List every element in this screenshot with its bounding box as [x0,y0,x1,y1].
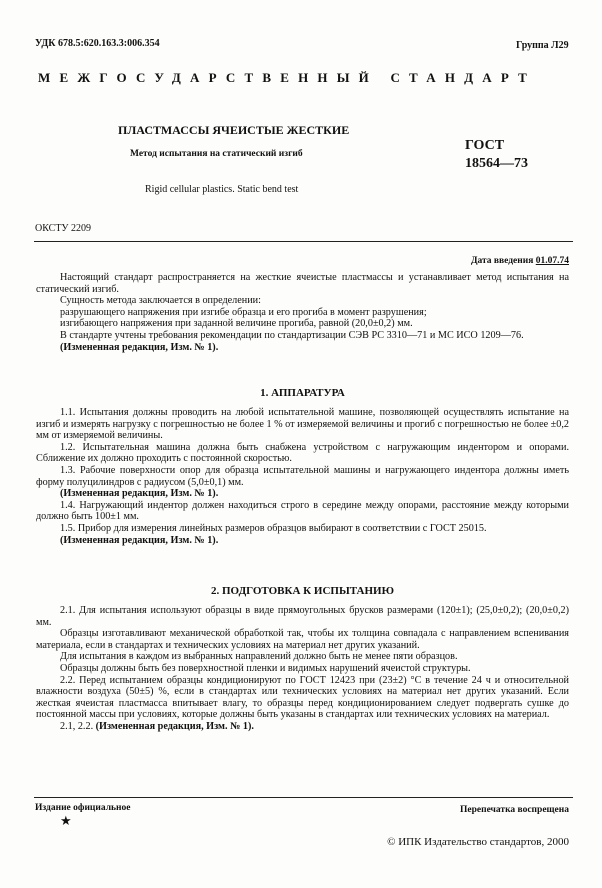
section-1-body [36,407,569,546]
footer-divider [34,797,573,798]
clause: 1.1. Испытания должны проводить на любой испытательной машине, позволяющей осуществлять испытание на изгиб и измерять нагрузку с погрешностью не более 1 % от измеряемой величины и прогиб с погрешностью не более ±0,2 мм от измеряемой величины. [36,407,569,442]
effective-date [395,256,569,266]
intro-paragraph: В стандарте учтены требования рекомендации по стандартизации СЭВ РС 3310—71 и МС ИСО 1209—76. [60,329,524,341]
clause-refs: 2.1, 2.2. [60,720,94,732]
official-edition: Издание официальное [35,803,131,813]
clause: 1.2. Испытательная машина должна быть снабжена устройством с нагружающим индентором и опорами. Сближение их должно проходить с постоянной скоростью. [36,441,569,465]
amendment-note: (Измененная редакция, Изм. № 1). [60,488,219,500]
star-icon: ★ [60,813,72,828]
amendment-note: (Измененная редакция, Изм. № 1). [60,341,219,353]
reprint-notice: Перепечатка воспрещена [459,805,569,815]
intro-paragraph: Настоящий стандарт распространяется на жесткие ячеистые пластмассы и устанавливает метод испытания на статический изгиб. [36,272,569,295]
document-title: ПЛАСТМАССЫ ЯЧЕИСТЫЕ ЖЕСТКИЕ [118,123,350,137]
clause: Образцы должны быть без поверхностной пленки и видимых нарушений ячеистой структуры. [60,662,471,674]
clause: 2.1. Для испытания используют образцы в виде прямоугольных брусков размерами (120±1); (25,0±0,2); (20,0±0,2) мм. [36,605,569,628]
clause: 1.4. Нагружающий индентор должен находиться строго в середине между опорами, расстояние между которыми должно быть 100±1 мм. [36,499,569,523]
intro-paragraph: Сущность метода заключается в определении: [60,295,261,307]
udk-code: УДК 678.5:620.163.3:006.354 [35,38,160,49]
intro-paragraph: разрушающего напряжения при изгибе образца и его прогиба в момент разрушения; [60,306,427,318]
clause: 1.3. Рабочие поверхности опор для образца испытательной машины и нагружающего индентора должны иметь форму полуцилиндров с радиусом (5,0±0,1) мм. [36,464,569,488]
section-2-body [36,605,569,733]
date-value: 01.07.74 [535,256,569,266]
document-subtitle: Метод испытания на статический изгиб [130,149,303,159]
date-label: Дата введения [470,256,534,266]
gost-number: 18564—73 [465,156,528,171]
amendment-note: (Измененная редакция, Изм. № 1). [60,534,219,546]
divider [34,241,573,242]
clause: 1.5. Прибор для измерения линейных размеров образцов выбирают в соответствии с ГОСТ 25015. [60,522,487,534]
clause: Для испытания в каждом из выбранных направлений должно быть не менее пяти образцов. [60,651,458,663]
amendment-note: (Измененная редакция, Изм. № 1). [95,720,254,732]
copyright: © ИПК Издательство стандартов, 2000 [387,836,569,848]
okstu-code: ОКСТУ 2209 [35,223,92,234]
amendment-line [36,721,569,733]
clause: 2.2. Перед испытанием образцы кондиционируют по ГОСТ 12423 при (23±2) °С в течение 24 ч и относительной влажности воздуха (50±5) %, если в стандартах или технических условиях на материал нет других указаний. Если жесткая ячеистая пластмасса впитывает влагу, то образцы перед кондиционированием следует подвергать сушке до постоянной массы при условиях, которые должны быть указаны в стандартах или технических условиях на материал. [36,674,569,721]
intro-paragraph: изгибающего напряжения при заданной величине прогиба, равной (20,0±0,2) мм. [60,318,413,330]
standard-banner: МЕЖГОСУДАРСТВЕННЫЙ СТАНДАРТ [38,70,537,85]
intro-section [36,272,569,353]
section-1-heading: 1. АППАРАТУРА [260,387,345,399]
section-2-heading: 2. ПОДГОТОВКА К ИСПЫТАНИЮ [211,585,394,597]
gost-label: ГОСТ [465,138,505,153]
clause: Образцы изготавливают механической обработкой так, чтобы их толщина совпадала с направлением вспенивания материала, если в стандартах и технических условиях на материал нет других указаний. [36,628,569,651]
gost-designation [465,137,528,173]
english-title: Rigid cellular plastics. Static bend test [145,184,299,195]
group-code: Группа Л29 [516,40,569,51]
